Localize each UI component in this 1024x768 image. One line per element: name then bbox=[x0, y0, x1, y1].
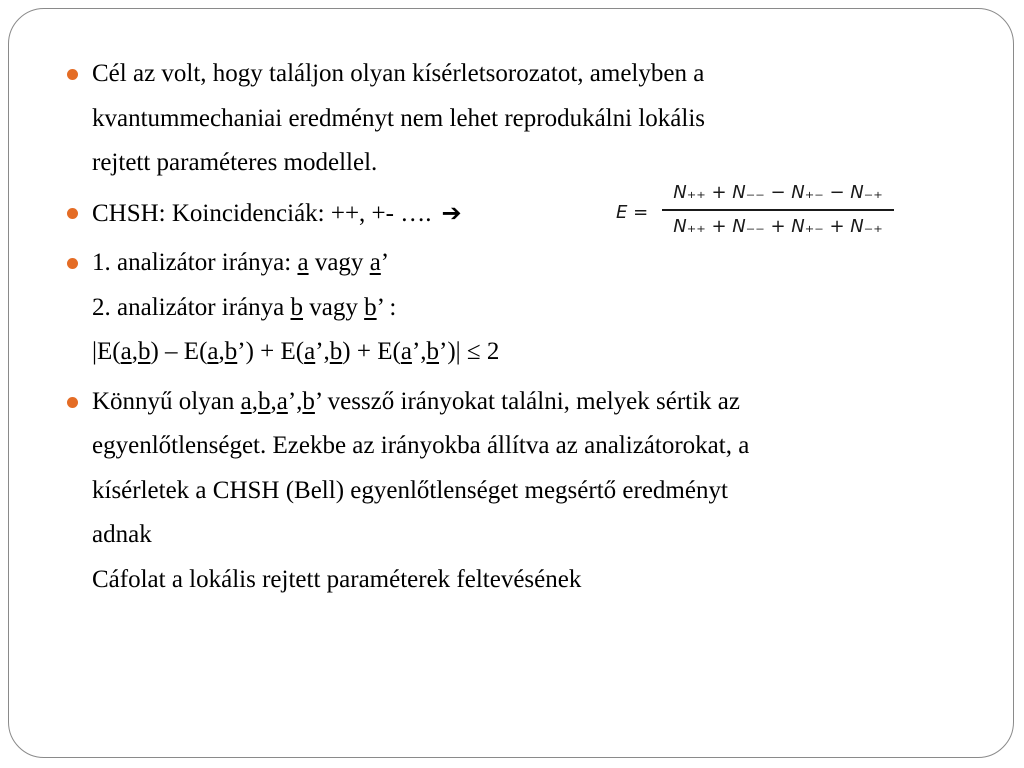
text-run: ’ vessző irányokat találni, melyek sértik az bbox=[314, 387, 740, 415]
bullet-goal bbox=[66, 52, 966, 186]
vector-b-prime: b bbox=[302, 387, 315, 415]
text-run: Könnyű olyan bbox=[92, 387, 241, 415]
vector-a-prime: a bbox=[369, 249, 381, 276]
text-run: ) + E( bbox=[342, 338, 401, 365]
bullet-dot bbox=[67, 258, 78, 269]
text-run: ’)| ≤ 2 bbox=[439, 338, 500, 365]
text-run: vagy bbox=[308, 249, 370, 276]
text-line: adnak bbox=[92, 521, 152, 548]
bullet-violation bbox=[66, 380, 966, 603]
text-run: , bbox=[251, 387, 258, 415]
bullet-analyzers bbox=[66, 241, 966, 375]
text-line bbox=[92, 286, 966, 331]
chsh-inequality bbox=[92, 330, 966, 375]
bullet-dot bbox=[67, 397, 78, 408]
bullet-list bbox=[66, 52, 966, 607]
vector-b-prime: b bbox=[426, 338, 440, 365]
formula-numerator: N₊₊ + N₋₋ − N₊₋ − N₋₊ bbox=[673, 182, 883, 203]
text-line: egyenlőtlenséget. Ezekbe az irányokba állítva az analizátorokat, a bbox=[92, 432, 750, 459]
text-line: kísérletek a CHSH (Bell) egyenlőtlenséget megsértő eredményt bbox=[92, 476, 728, 504]
vector-a: a bbox=[297, 249, 309, 276]
formula-fraction bbox=[662, 180, 894, 240]
text-line: Cáfolat a lokális rejtett paraméterek feltevésének bbox=[92, 565, 582, 593]
formula-denominator: N₊₊ + N₋₋ + N₊₋ + N₋₊ bbox=[673, 216, 883, 237]
vector-a: a bbox=[240, 387, 252, 415]
text-run: |E( bbox=[92, 338, 121, 365]
text-run: , bbox=[218, 338, 225, 365]
text-run: , bbox=[270, 387, 277, 415]
text-run: ’, bbox=[411, 338, 427, 365]
text-run: ’, bbox=[287, 387, 303, 415]
text-run: vagy bbox=[303, 293, 365, 321]
vector-b: b bbox=[290, 293, 304, 321]
vector-b-prime: b bbox=[364, 293, 377, 321]
vector-b-prime: b bbox=[224, 338, 238, 365]
text-line: rejtett paraméteres modellel. bbox=[92, 149, 378, 176]
vector-b: b bbox=[137, 338, 151, 365]
vector-a: a bbox=[120, 338, 132, 365]
arrow-right-icon: ➔ bbox=[441, 198, 462, 227]
text-line: Cél az volt, hogy találjon olyan kísérletsorozatot, amelyben a bbox=[92, 60, 705, 87]
vector-a-prime: a bbox=[400, 338, 412, 365]
bullet-dot bbox=[67, 208, 78, 219]
text-line bbox=[92, 380, 966, 425]
text-run: ’) + E( bbox=[237, 338, 305, 365]
formula-lhs: E = bbox=[616, 202, 649, 223]
chsh-text: CHSH: Koincidenciák: ++, +- …. bbox=[92, 199, 432, 227]
vector-b: b bbox=[329, 338, 343, 365]
vector-a: a bbox=[207, 338, 219, 365]
bullet-dot bbox=[67, 69, 78, 80]
text-run: ’, bbox=[315, 338, 330, 365]
text-run: ’ : bbox=[376, 293, 397, 321]
vector-a-prime: a bbox=[304, 338, 316, 365]
text-run: ’ bbox=[380, 249, 390, 276]
vector-a-prime: a bbox=[276, 387, 288, 415]
text-run: 1. analizátor iránya: bbox=[92, 249, 298, 276]
text-line: kvantummechaniai eredményt nem lehet reprodukálni lokális bbox=[92, 104, 705, 132]
correlation-formula bbox=[616, 180, 906, 248]
text-run: ) – E( bbox=[150, 338, 208, 365]
text-run: 2. analizátor iránya bbox=[92, 293, 291, 321]
fraction-bar bbox=[662, 209, 894, 211]
text-run: , bbox=[131, 338, 138, 365]
vector-b: b bbox=[257, 387, 271, 415]
